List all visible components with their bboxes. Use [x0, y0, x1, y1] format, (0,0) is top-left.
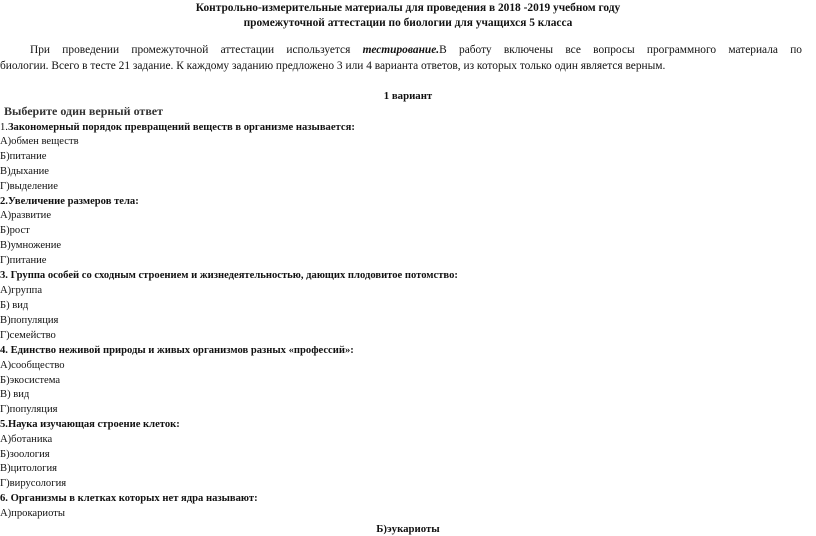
option-6a[interactable]: А)прокариоты [0, 508, 66, 519]
intro-emphasis: тестирование. [362, 44, 440, 56]
option-2c[interactable]: В)умножение [0, 240, 62, 251]
document-title-line-1: Контрольно-измерительные материалы для проведения в 2018 -2019 учебном году [195, 2, 621, 14]
option-1c[interactable]: В)дыхание [0, 166, 50, 177]
option-4c[interactable]: В) вид [0, 389, 30, 400]
variant-title: 1 вариант [383, 90, 433, 102]
option-6b[interactable]: Б)эукариоты [376, 523, 440, 535]
question-text: Наука изучающая строение клеток: [7, 419, 180, 430]
question-number: 3. [0, 270, 11, 281]
option-1d[interactable]: Г)выделение [0, 181, 58, 192]
question-3 [0, 269, 458, 283]
question-number: 4. [0, 345, 11, 356]
option-3a[interactable]: А)группа [0, 285, 43, 296]
option-2d[interactable]: Г)питание [0, 255, 47, 266]
instruction-heading: Выберите один верный ответ [4, 104, 164, 118]
question-text: Единство неживой природы и живых организмов разных «профессий»: [10, 345, 354, 356]
question-number: 2. [0, 196, 8, 207]
option-4d[interactable]: Г)популяция [0, 404, 58, 415]
option-4a[interactable]: А)сообщество [0, 360, 65, 371]
question-6 [0, 492, 258, 506]
option-3c[interactable]: В)популяция [0, 315, 59, 326]
question-number: 6. [0, 493, 11, 504]
intro-line-2: биологии. Всего в тесте 21 задание. К каждому заданию предложено 3 или 4 варианта ответов, из которых только один является верным. [0, 60, 666, 72]
question-4 [0, 344, 354, 358]
question-2 [0, 195, 139, 209]
question-5 [0, 418, 180, 432]
question-text: Организмы в клетках которых нет ядра называют: [10, 493, 258, 504]
option-5d[interactable]: Г)вирусология [0, 478, 67, 489]
question-text: Закономерный порядок превращений веществ в организме называется: [7, 122, 355, 133]
intro-line-1 [0, 42, 802, 58]
option-3b[interactable]: Б) вид [0, 300, 29, 311]
question-1 [0, 121, 355, 135]
question-number: 1. [0, 122, 8, 133]
question-number: 5. [0, 419, 8, 430]
option-5c[interactable]: В)цитология [0, 463, 58, 474]
document-title-line-2: промежуточной аттестации по биологии для учащихся 5 класса [243, 17, 573, 29]
option-2b[interactable]: Б)рост [0, 225, 30, 236]
option-5b[interactable]: Б)зоология [0, 449, 50, 460]
intro-text-end: В работу включены все вопросы программного материала по [439, 44, 802, 56]
intro-paragraph [0, 42, 802, 74]
option-1b[interactable]: Б)питание [0, 151, 47, 162]
option-5a[interactable]: А)ботаника [0, 434, 53, 445]
option-4b[interactable]: Б)экосистема [0, 375, 61, 386]
option-2a[interactable]: А)развитие [0, 210, 52, 221]
question-text: Группа особей со сходным строением и жизнедеятельностью, дающих плодовитое потомство: [10, 270, 458, 281]
intro-text-start: При проведении промежуточной аттестации используется [30, 44, 363, 56]
option-1a[interactable]: А)обмен веществ [0, 136, 79, 147]
question-text: Увеличение размеров тела: [7, 196, 139, 207]
option-3d[interactable]: Г)семейство [0, 330, 56, 341]
